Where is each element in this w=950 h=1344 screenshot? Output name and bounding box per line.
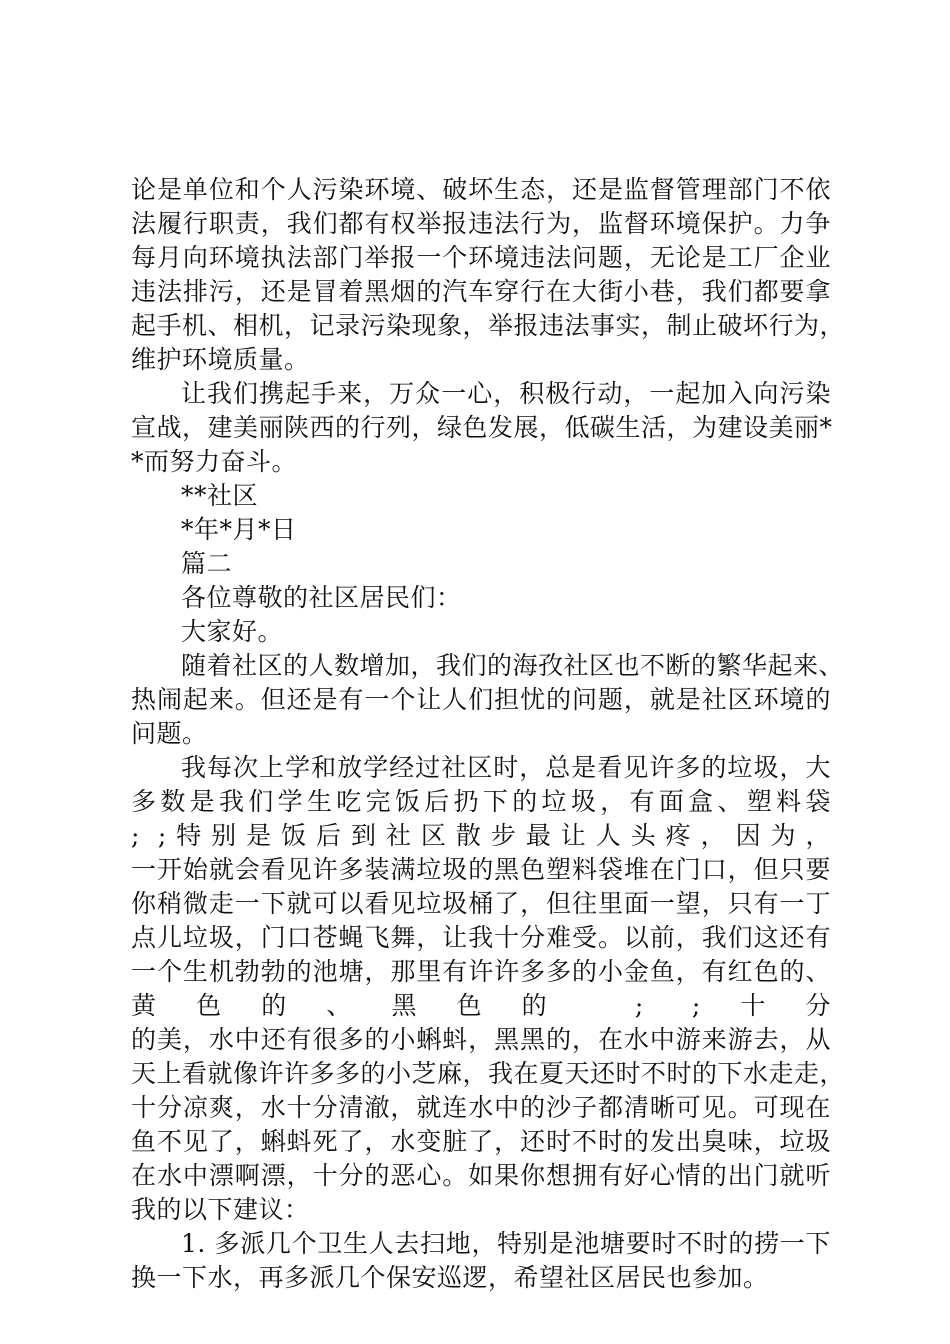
text-line: 一个生机勃勃的池塘，那里有许许多多的小金鱼，有红色的、	[131, 957, 831, 986]
text-line: 多数是我们学生吃完饭后扔下的垃圾，有面盒、塑料袋	[131, 787, 831, 816]
signature-community: **社区	[181, 481, 259, 510]
text-line: 问题。	[131, 719, 208, 748]
text-line: 一开始就会看见许多装满垃圾的黑色塑料袋堆在门口，但只要	[131, 855, 831, 884]
section-heading: 篇二	[181, 549, 233, 578]
text-line: 论是单位和个人污染环境、破坏生态，还是监督管理部门不依	[131, 175, 831, 204]
text-line: ; ;特别是饭后到社区散步最让人头疼，因为，	[131, 821, 831, 850]
text-line: 宣战，建美丽陕西的行列，绿色发展，低碳生活，为建设美丽*	[131, 413, 833, 442]
text-line: 点儿垃圾，门口苍蝇飞舞，让我十分难受。以前，我们这还有	[131, 923, 831, 952]
signature-date: *年*月*日	[181, 515, 297, 544]
salutation: 各位尊敬的社区居民们：	[181, 583, 462, 612]
text-line: 让我们携起手来，万众一心，积极行动，一起加入向污染	[181, 379, 831, 408]
text-line: 维护环境质量。	[131, 345, 310, 374]
text-line: 黄色的、黑色的 ; ;十分	[131, 991, 831, 1020]
text-line: 我的以下建议：	[131, 1195, 310, 1224]
text-line: 天上看就像许许多多的小芝麻，我在夏天还时不时的下水走走，	[131, 1059, 846, 1088]
text-line: *而努力奋斗。	[131, 447, 298, 476]
text-line: 热闹起来。但还是有一个让人们担忧的问题，就是社区环境的	[131, 685, 831, 714]
text-line: 每月向环境执法部门举报一个环境违法问题，无论是工厂企业	[131, 243, 831, 272]
text-line: 十分凉爽，水十分清澈，就连水中的沙子都清晰可见。可现在	[131, 1093, 831, 1122]
text-line: 鱼不见了，蝌蚪死了，水变脏了，还时不时的发出臭味，垃圾	[131, 1127, 831, 1156]
greeting: 大家好。	[181, 617, 284, 646]
text-line: 在水中漂啊漂，十分的恶心。如果你想拥有好心情的出门就听	[131, 1161, 831, 1190]
text-line: 你稍微走一下就可以看见垃圾桶了，但往里面一望，只有一丁	[131, 889, 831, 918]
text-line: 违法排污，还是冒着黑烟的汽车穿行在大街小巷，我们都要拿	[131, 277, 831, 306]
text-line: 起手机、相机，记录污染现象，举报违法事实，制止破坏行为，	[131, 311, 846, 340]
list-item: 1. 多派几个卫生人去扫地，特别是池塘要时不时的捞一下	[181, 1229, 831, 1258]
text-line: 换一下水，再多派几个保安巡逻，希望社区居民也参加。	[131, 1263, 769, 1292]
text-line: 的美，水中还有很多的小蝌蚪，黑黑的，在水中游来游去，从	[131, 1025, 831, 1054]
text-line: 我每次上学和放学经过社区时，总是看见许多的垃圾，大	[181, 753, 831, 782]
text-line: 法履行职责，我们都有权举报违法行为，监督环境保护。力争	[131, 209, 831, 238]
text-line: 随着社区的人数增加，我们的海孜社区也不断的繁华起来、	[181, 651, 845, 680]
